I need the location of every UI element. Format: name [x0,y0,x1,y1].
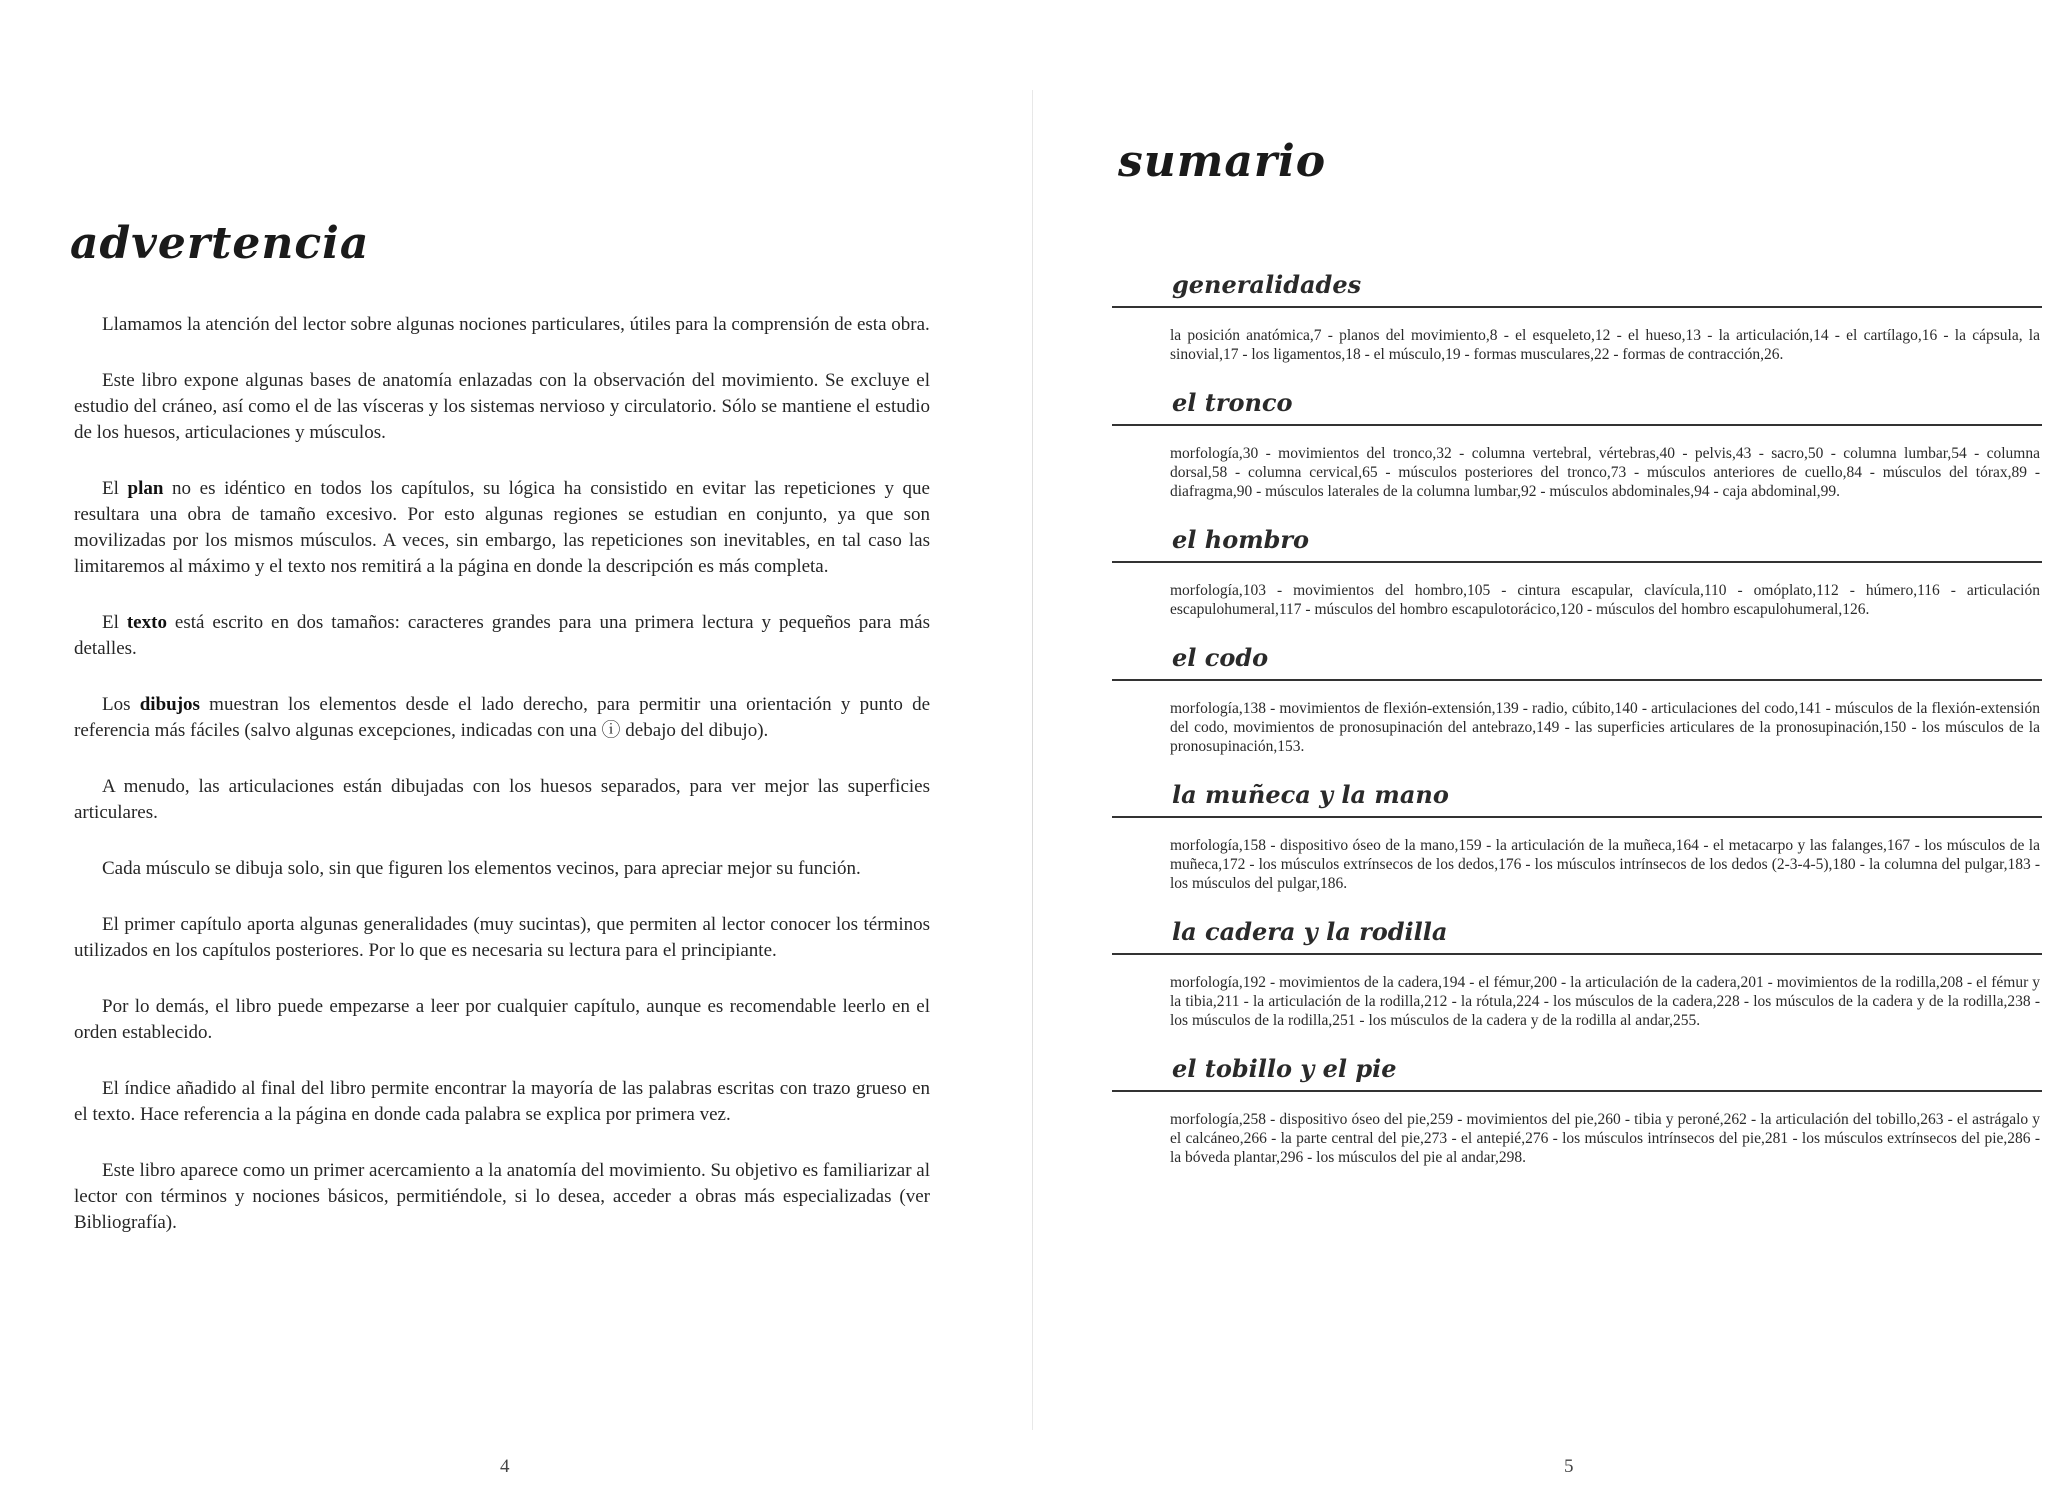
paragraph-text: El [102,612,127,633]
section-title: el codo [1172,643,1269,672]
section-divider [1112,424,2042,426]
summary-section [1112,386,2042,501]
section-divider [1112,953,2042,955]
paragraph [74,610,930,662]
paragraph [74,1158,930,1236]
section-title: el hombro [1172,525,1310,554]
summary-section [1112,523,2042,619]
paragraph [74,1076,930,1128]
right-page [1032,0,2048,1486]
paragraph-text: muestran los elementos desde el lado derecho, para permitir una orientación y punto de referencia más fáciles (salvo algunas excepciones, indicadas con una ⓘ debajo del dibujo). [74,694,930,741]
section-title: la cadera y la rodilla [1172,917,1448,946]
paragraph [74,994,930,1046]
section-contents: morfología,258 - dispositivo óseo del pie,259 - movimientos del pie,260 - tibia y peroné,262 - la articulación del tobillo,263 - el astrágalo y el calcáneo,266 - la parte central del pie,273 - el antepié,276 - los músculos intrínsecos del pie,281 - los músculos extrínsecos del pie,286 - la bóveda plantar,296 - los músculos del pie al andar,298. [1170,1111,2040,1166]
summary-section [1112,915,2042,1030]
bold-term: plan [127,478,164,499]
summary-section [1112,1052,2042,1167]
paragraph [74,774,930,826]
page-number-right: 5 [1564,1456,1574,1477]
paragraph-text: A menudo, las articulaciones están dibujadas con los huesos separados, para ver mejor las superficies articulares. [74,776,930,823]
section-contents: la posición anatómica,7 - planos del movimiento,8 - el esqueleto,12 - el hueso,13 - la articulación,14 - el cartílago,16 - la cápsula, la sinovial,17 - los ligamentos,18 - el músculo,19 - formas musculares,22 - formas de contracción,26. [1170,327,2040,363]
paragraph-text: Llamamos la atención del lector sobre algunas nociones particulares, útiles para la comprensión de esta obra. [102,314,930,335]
section-divider [1112,1090,2042,1092]
paragraph [74,476,930,580]
summary-section [1112,641,2042,756]
paragraph-text: Este libro expone algunas bases de anatomía enlazadas con la observación del movimiento. Se excluye el estudio del cráneo, así como el de las vísceras y los sistemas nervioso y circulatorio. Sólo se mantiene el estudio de los huesos, articulaciones y músculos. [74,370,930,443]
section-title: el tobillo y el pie [1172,1054,1397,1083]
page-title-sumario: sumario [1118,136,1327,187]
paragraph [74,312,930,338]
section-contents: morfología,103 - movimientos del hombro,105 - cintura escapular, clavícula,110 - omóplato,112 - húmero,116 - articulación escapulohumeral,117 - músculos del hombro escapulotorácico,120 - músculos del hombro escapulohumeral,126. [1170,582,2040,618]
paragraph-text: Por lo demás, el libro puede empezarse a leer por cualquier capítulo, aunque es recomendable leerlo en el orden establecido. [74,996,930,1043]
page-number-left: 4 [500,1456,510,1477]
paragraph-text: Este libro aparece como un primer acercamiento a la anatomía del movimiento. Su objetivo es familiarizar al lector con términos y nociones básicos, permitiéndole, si lo desea, acceder a obras más especializadas (ver Bibliografía). [74,1160,930,1233]
section-contents: morfología,30 - movimientos del tronco,32 - columna vertebral, vértebras,40 - pelvis,43 - sacro,50 - columna lumbar,54 - columna dorsal,58 - columna cervical,65 - músculos posteriores del tronco,73 - músculos anteriores de cuello,84 - músculos del tórax,89 - diafragma,90 - músculos laterales de la columna lumbar,92 - músculos abdominales,94 - caja abdominal,99. [1170,445,2040,500]
bold-term: texto [126,612,167,633]
summary-section [1112,778,2042,893]
page-title-advertencia: advertencia [70,218,370,269]
section-divider [1112,306,2042,308]
paragraph-text: no es idéntico en todos los capítulos, su lógica ha consistido en evitar las repeticiones y que resultara una obra de tamaño excesivo. Por esto algunas regiones se estudian en conjunto, ya que son movilizadas por los mismos músculos. A veces, sin embargo, las repeticiones son inevitables, en tal caso las limitaremos al máximo y el texto nos remitirá a la página en donde la descripción es más completa. [74,478,930,577]
section-title: la muñeca y la mano [1172,780,1449,809]
paragraph-text: Los [102,694,140,715]
paragraph [74,368,930,446]
bold-term: dibujos [139,694,200,715]
paragraph-text: El primer capítulo aporta algunas generalidades (muy sucintas), que permiten al lector conocer los términos utilizados en los capítulos posteriores. Por lo que es necesaria su lectura para el principiante. [74,914,930,961]
paragraph [74,912,930,964]
section-divider [1112,561,2042,563]
sumario-body [1112,268,2042,1189]
section-title: el tronco [1172,388,1293,417]
section-contents: morfología,138 - movimientos de flexión-extensión,139 - radio, cúbito,140 - articulaciones del codo,141 - músculos de la flexión-extensión del codo, movimientos de pronosupinación del antebrazo,149 - las superficies articulares de la pronosupinación,150 - los músculos de la pronosupinación,153. [1170,700,2040,755]
section-divider [1112,679,2042,681]
section-contents: morfología,192 - movimientos de la cadera,194 - el fémur,200 - la articulación de la cadera,201 - movimientos de la rodilla,208 - el fémur y la tibia,211 - la articulación de la rodilla,212 - la rótula,224 - los músculos de la cadera,228 - los músculos de la cadera y de la rodilla,238 - los músculos de la rodilla,251 - los músculos de la cadera y de la rodilla al andar,255. [1170,974,2040,1029]
paragraph [74,692,930,744]
paragraph-text: El [102,478,128,499]
section-divider [1112,816,2042,818]
section-contents: morfología,158 - dispositivo óseo de la mano,159 - la articulación de la muñeca,164 - el metacarpo y las falanges,167 - los músculos de la muñeca,172 - los músculos extrínsecos de los dedos,176 - los músculos intrínsecos de los dedos (2-3-4-5),180 - la columna del pulgar,183 - los músculos del pulgar,186. [1170,837,2040,892]
section-title: generalidades [1172,270,1362,299]
paragraph-text: está escrito en dos tamaños: caracteres grandes para una primera lectura y pequeños para más detalles. [74,612,930,659]
paragraph-text: El índice añadido al final del libro permite encontrar la mayoría de las palabras escritas con trazo grueso en el texto. Hace referencia a la página en donde cada palabra se explica por primera vez. [74,1078,930,1125]
paragraph-text: Cada músculo se dibuja solo, sin que figuren los elementos vecinos, para apreciar mejor su función. [102,858,861,879]
advertencia-body [74,312,930,1266]
summary-section [1112,268,2042,364]
paragraph [74,856,930,882]
